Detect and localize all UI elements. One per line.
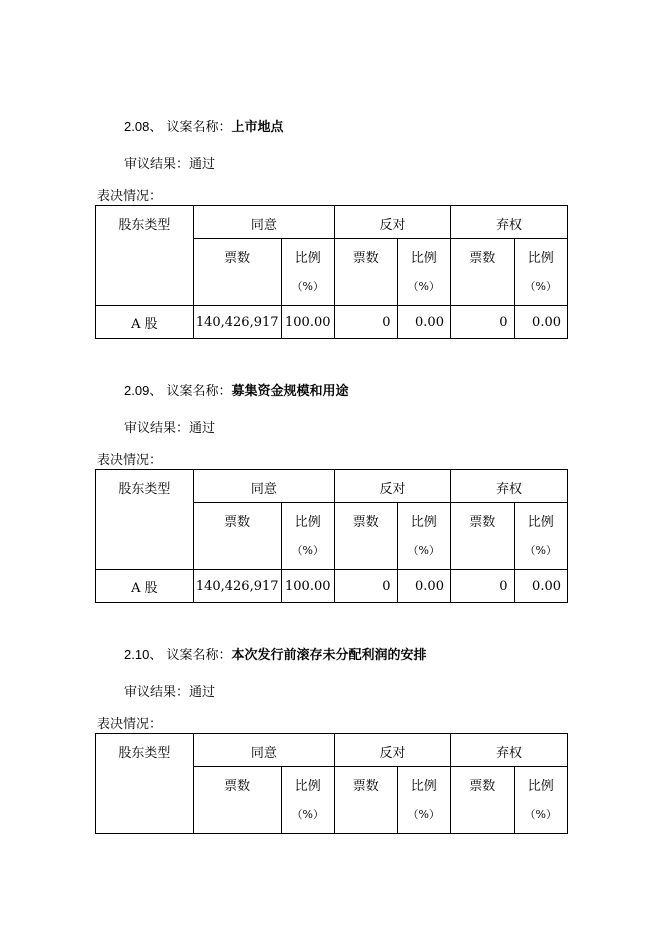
subheader-votes: 票数 bbox=[193, 239, 281, 306]
cell-abstain-ratio: 0.00 bbox=[514, 570, 568, 603]
voting-label: 表决情况： bbox=[97, 717, 163, 732]
cell-agree-votes: 140,426,917 bbox=[193, 570, 281, 603]
subheader-ratio: 比例 （%） bbox=[397, 767, 450, 834]
cell-agree-ratio: 100.00 bbox=[281, 570, 334, 603]
cell-against-ratio: 0.00 bbox=[397, 306, 450, 339]
header-shareholder-type: 股东类型 bbox=[96, 734, 194, 834]
subheader-votes: 票数 bbox=[335, 767, 398, 834]
header-abstain: 弃权 bbox=[450, 734, 567, 767]
subheader-votes: 票数 bbox=[193, 503, 281, 570]
header-against: 反对 bbox=[335, 206, 451, 239]
cell-abstain-votes: 0 bbox=[450, 306, 514, 339]
subheader-ratio: 比例 （%） bbox=[397, 503, 450, 570]
header-shareholder-type: 股东类型 bbox=[96, 206, 194, 306]
cell-abstain-votes: 0 bbox=[450, 570, 514, 603]
subheader-ratio: 比例 （%） bbox=[281, 239, 334, 306]
subheader-ratio: 比例 （%） bbox=[514, 503, 568, 570]
motion-title: 上市地点 bbox=[231, 120, 284, 135]
table-row bbox=[96, 306, 568, 339]
motion-separator: 、 bbox=[149, 384, 163, 399]
motion-number: 2.10 bbox=[124, 647, 150, 662]
cell-against-votes: 0 bbox=[335, 306, 398, 339]
motion-heading bbox=[124, 646, 427, 664]
subheader-ratio: 比例 （%） bbox=[281, 767, 334, 834]
result-text: 审议结果：通过 bbox=[124, 685, 216, 700]
result-text: 审议结果：通过 bbox=[124, 421, 216, 436]
header-shareholder-type: 股东类型 bbox=[96, 470, 194, 570]
voting-label: 表决情况： bbox=[97, 453, 163, 468]
subheader-votes: 票数 bbox=[193, 767, 281, 834]
motion-number: 2.09 bbox=[124, 383, 150, 398]
cell-abstain-ratio: 0.00 bbox=[514, 306, 568, 339]
subheader-votes: 票数 bbox=[335, 239, 398, 306]
subheader-votes: 票数 bbox=[450, 239, 514, 306]
motion-title: 本次发行前滚存未分配利润的安排 bbox=[231, 648, 427, 663]
subheader-ratio: 比例 （%） bbox=[397, 239, 450, 306]
header-agree: 同意 bbox=[193, 206, 334, 239]
result-text: 审议结果：通过 bbox=[124, 157, 216, 172]
motion-heading bbox=[124, 382, 349, 400]
cell-share-type: A 股 bbox=[96, 306, 194, 339]
subheader-votes: 票数 bbox=[450, 503, 514, 570]
subheader-ratio: 比例 （%） bbox=[281, 503, 334, 570]
motion-separator: 、 bbox=[149, 120, 163, 135]
subheader-votes: 票数 bbox=[450, 767, 514, 834]
voting-table bbox=[95, 733, 568, 834]
cell-agree-ratio: 100.00 bbox=[281, 306, 334, 339]
motion-heading bbox=[124, 118, 284, 136]
voting-table bbox=[95, 469, 568, 603]
voting-table bbox=[95, 205, 568, 339]
subheader-ratio: 比例 （%） bbox=[514, 239, 568, 306]
table-row bbox=[96, 570, 568, 603]
motion-separator: 、 bbox=[149, 648, 163, 663]
header-against: 反对 bbox=[335, 470, 451, 503]
motion-number: 2.08 bbox=[124, 119, 150, 134]
motion-label: 议案名称： bbox=[166, 384, 232, 399]
voting-label: 表决情况： bbox=[97, 189, 163, 204]
subheader-ratio: 比例 （%） bbox=[514, 767, 568, 834]
cell-against-ratio: 0.00 bbox=[397, 570, 450, 603]
cell-agree-votes: 140,426,917 bbox=[193, 306, 281, 339]
subheader-votes: 票数 bbox=[335, 503, 398, 570]
header-agree: 同意 bbox=[193, 470, 334, 503]
motion-label: 议案名称： bbox=[166, 120, 232, 135]
cell-against-votes: 0 bbox=[335, 570, 398, 603]
cell-share-type: A 股 bbox=[96, 570, 194, 603]
header-against: 反对 bbox=[335, 734, 451, 767]
header-abstain: 弃权 bbox=[450, 470, 567, 503]
header-abstain: 弃权 bbox=[450, 206, 567, 239]
motion-label: 议案名称： bbox=[166, 648, 232, 663]
motion-title: 募集资金规模和用途 bbox=[231, 384, 349, 399]
header-agree: 同意 bbox=[193, 734, 334, 767]
